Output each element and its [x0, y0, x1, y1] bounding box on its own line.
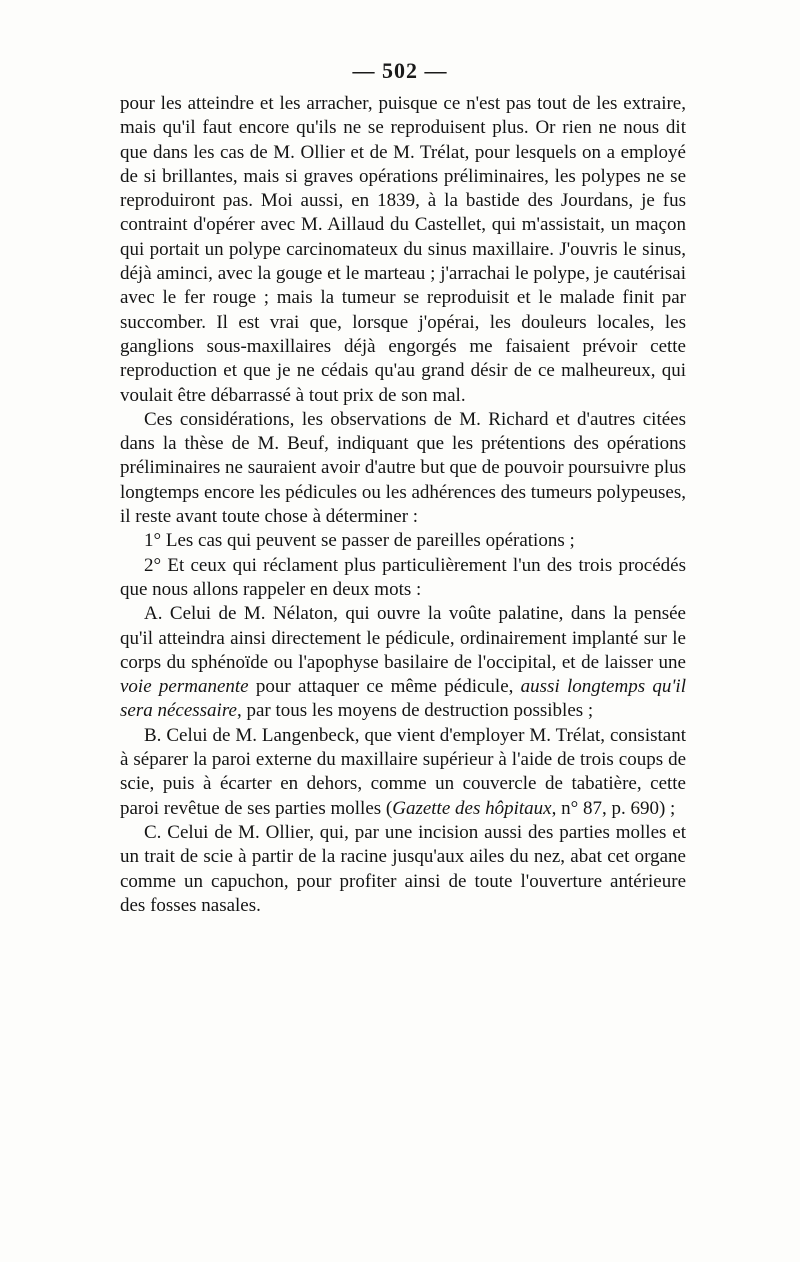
- paragraph-considerations: Ces considérations, les observations de M. Richard et d'autres citées dans la thèse de M. Beuf, indiquant que les prétentions des opérations préliminaires ne sauraient avoir d'autre but que de pouvoir poursuivre plus longtemps encore les pédicules ou les adhérences des tumeurs polypeuses, il reste avant toute chose à déterminer :: [120, 408, 686, 528]
- procedure-a-text-2: pour attaquer ce même pédicule,: [248, 676, 521, 698]
- procedure-b-text-2: , n° 87, p. 690) ;: [551, 797, 676, 819]
- list-item-2: 2° Et ceux qui réclament plus particulièrement l'un des trois procédés que nous allons rappeler en deux mots :: [120, 554, 686, 600]
- list-item-1: 1° Les cas qui peuvent se passer de pareilles opérations ;: [144, 530, 575, 552]
- page-number: — 502 —: [352, 58, 448, 83]
- paragraph-continued: pour les atteindre et les arracher, puisque ce n'est pas tout de les extraire, mais qu'il faut encore qu'ils ne se reproduisent plus. Or rien ne nous dit que dans les cas de M. Ollier et de M. Trélat, pour lesquels on a employé de si brillantes, mais si graves opérations préliminaires, les polypes ne se reproduiront pas. Moi aussi, en 1839, à la bastide des Jourdans, je fus contraint d'opérer avec M. Aillaud du Castellet, qui m'assistait, un maçon qui portait un polype carcinomateux du sinus maxillaire. J'ouvris le sinus, déjà aminci, avec la gouge et le marteau ; j'arrachai le polype, je cautérisai avec le fer rouge ; mais la tumeur se reproduisit et le malade finit par succomber. Il est vrai que, lorsque j'opérai, les douleurs locales, les ganglions sous-maxillaires déjà engorgés me faisaient prévoir cette reproduction et que je ne cédais qu'au grand désir de ce malheureux, qui voulait être débarrassé à tout prix de son mal.: [120, 93, 686, 406]
- procedure-b-text-1: B. Celui de M. Langenbeck, que vient d'employer M. Trélat, consistant à séparer la paroi externe du maxillaire supérieur à l'aide de trois coups de scie, puis à écarter en dehors, comme un couvercle de tabatière, cette paroi revêtue de ses parties molles (: [120, 724, 686, 819]
- procedure-a-emphasis-1: voie permanente: [120, 676, 249, 698]
- procedure-a-text-1: A. Celui de M. Nélaton, qui ouvre la voûte palatine, dans la pensée qu'il atteindra ainsi directement le pédicule, ordinairement implanté sur le corps du sphénoïde ou l'apophyse basilaire de l'occipital, et de laisser une: [120, 603, 686, 673]
- procedure-b: [120, 724, 686, 821]
- procedure-c: C. Celui de M. Ollier, qui, par une incision aussi des parties molles et un trait de scie à partir de la racine jusqu'aux ailes du nez, abat cet organe comme un capuchon, pour profiter ainsi de toute l'ouverture antérieure des fosses nasales.: [120, 821, 686, 916]
- body-text: [120, 92, 686, 918]
- procedure-a: [120, 602, 686, 723]
- procedure-a-emphasis-2: aussi longtemps qu'il sera nécessaire: [120, 676, 686, 722]
- procedure-b-citation: Gazette des hôpitaux: [392, 797, 552, 819]
- procedure-a-text-3: , par tous les moyens de destruction possibles ;: [236, 700, 594, 722]
